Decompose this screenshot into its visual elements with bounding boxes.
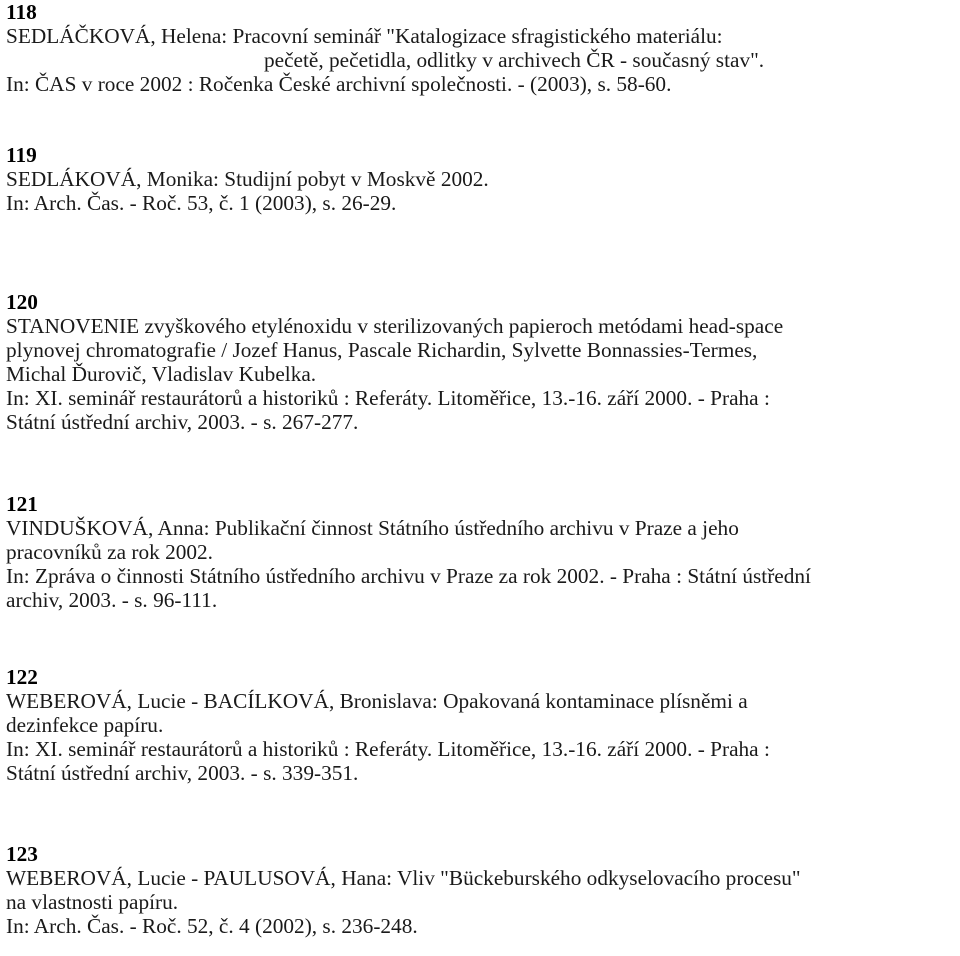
entry-line: VINDUŠKOVÁ, Anna: Publikační činnost Státního ústředního archivu v Praze a jeho bbox=[6, 516, 739, 540]
entry-line: In: Arch. Čas. - Roč. 52, č. 4 (2002), s. 236-248. bbox=[6, 914, 418, 938]
entry-number: 123 bbox=[6, 842, 38, 866]
entry-122 bbox=[6, 665, 958, 785]
entry-line: dezinfekce papíru. bbox=[6, 713, 164, 737]
entry-line: pracovníků za rok 2002. bbox=[6, 540, 213, 564]
entry-line: Státní ústřední archiv, 2003. - s. 339-351. bbox=[6, 761, 359, 785]
entry-line: archiv, 2003. - s. 96-111. bbox=[6, 588, 218, 612]
entry-line: In: XI. seminář restaurátorů a historiků : Referáty. Litoměřice, 13.-16. září 2000. - Praha : bbox=[6, 386, 770, 410]
entry-123 bbox=[6, 842, 958, 938]
entry-line: WEBEROVÁ, Lucie - PAULUSOVÁ, Hana: Vliv "Bückeburského odkyselovacího procesu" bbox=[6, 866, 801, 890]
entry-number: 121 bbox=[6, 492, 38, 516]
entry-line: WEBEROVÁ, Lucie - BACÍLKOVÁ, Bronislava: Opakovaná kontaminace plísněmi a bbox=[6, 689, 748, 713]
entry-line: In: XI. seminář restaurátorů a historiků : Referáty. Litoměřice, 13.-16. září 2000. - Praha : bbox=[6, 737, 770, 761]
entry-line: Michal Ďurovič, Vladislav Kubelka. bbox=[6, 362, 317, 386]
entry-line: SEDLÁKOVÁ, Monika: Studijní pobyt v Moskvě 2002. bbox=[6, 167, 489, 191]
entry-119 bbox=[6, 143, 958, 215]
entry-line: SEDLÁČKOVÁ, Helena: Pracovní seminář "Katalogizace sfragistického materiálu: bbox=[6, 24, 723, 48]
entry-line: pečetě, pečetidla, odlitky v archivech ČR - současný stav". bbox=[264, 48, 765, 72]
entry-line: In: ČAS v roce 2002 : Ročenka České archivní společnosti. - (2003), s. 58-60. bbox=[6, 72, 672, 96]
entry-120 bbox=[6, 290, 958, 434]
entry-line: STANOVENIE zvyškového etylénoxidu v sterilizovaných papieroch metódami head-space bbox=[6, 314, 784, 338]
entry-number: 118 bbox=[6, 0, 37, 24]
entry-line: Státní ústřední archiv, 2003. - s. 267-277. bbox=[6, 410, 359, 434]
entry-118 bbox=[6, 0, 958, 96]
entry-number: 122 bbox=[6, 665, 38, 689]
entry-line: In: Zpráva o činnosti Státního ústředního archivu v Praze za rok 2002. - Praha : Státní ústřední bbox=[6, 564, 811, 588]
entry-line: na vlastnosti papíru. bbox=[6, 890, 179, 914]
entry-number: 119 bbox=[6, 143, 37, 167]
entry-number: 120 bbox=[6, 290, 38, 314]
entry-line: plynovej chromatografie / Jozef Hanus, Pascale Richardin, Sylvette Bonnassies-Termes, bbox=[6, 338, 758, 362]
entry-121 bbox=[6, 492, 958, 612]
entry-line: In: Arch. Čas. - Roč. 53, č. 1 (2003), s. 26-29. bbox=[6, 191, 397, 215]
